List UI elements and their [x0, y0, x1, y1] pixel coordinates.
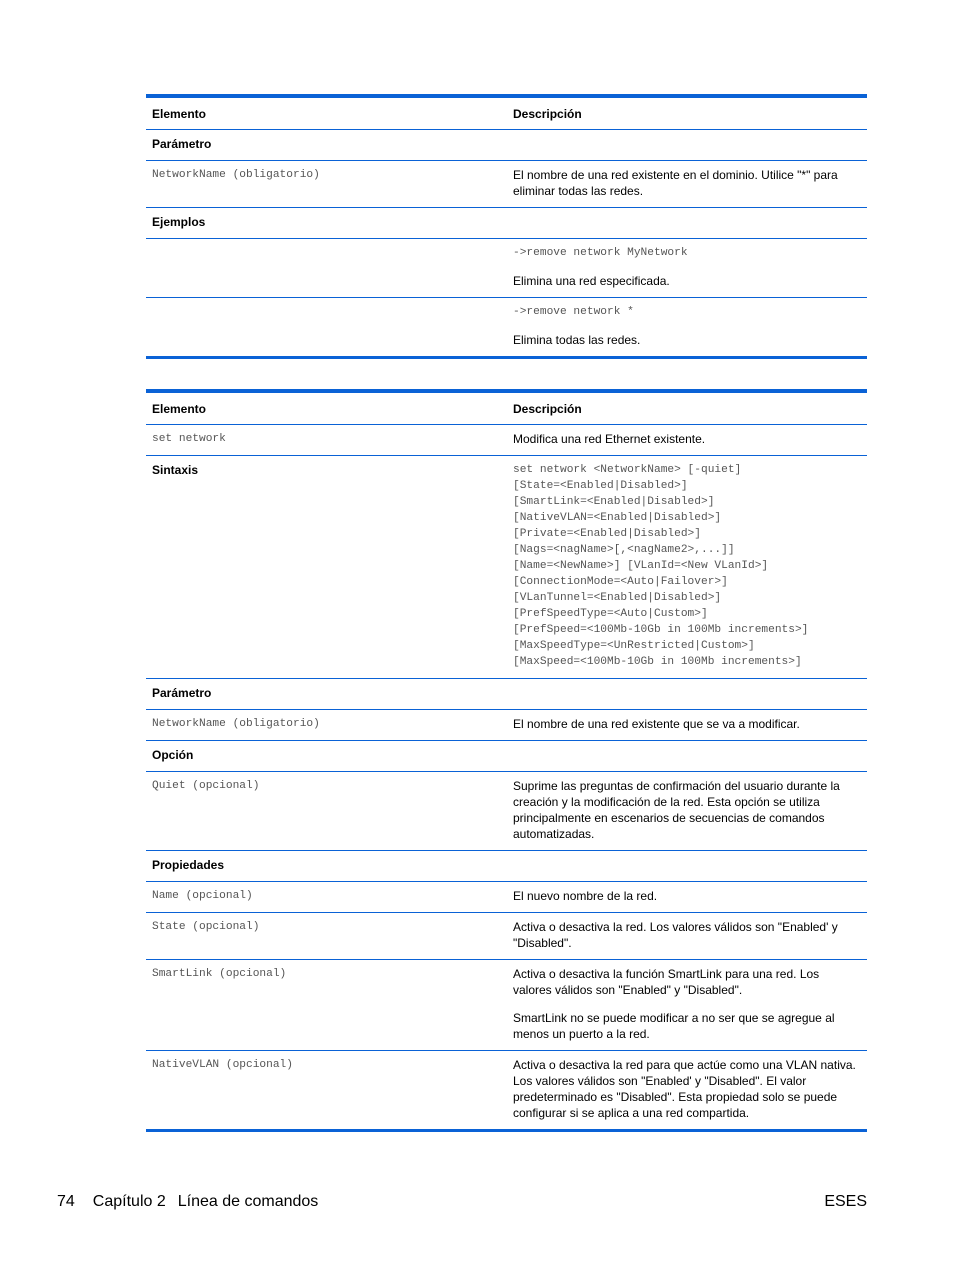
syntax-line: [MaxSpeedType=<UnRestricted|Custom>] — [513, 640, 755, 652]
table-header-row — [146, 96, 867, 130]
example-cell — [507, 298, 867, 358]
page-footer-left — [57, 1192, 318, 1212]
page-number: 74 — [57, 1193, 75, 1210]
syntax-line: set network <NetworkName> [-quiet] — [513, 464, 742, 476]
example-description: Elimina una red especificada. — [513, 274, 670, 288]
section-parameter: Parámetro — [146, 679, 507, 710]
chapter-label: Capítulo 2 — [92, 1193, 166, 1210]
syntax-line: [SmartLink=<Enabled|Disabled>] — [513, 496, 715, 508]
property-name: State (opcional) — [146, 913, 507, 960]
table-row — [146, 1051, 867, 1131]
property-description: Activa o desactiva la red para que actúe como una VLAN nativa. Los valores válidos son "Enabled' y "Disabled". El valor predeterminado es "Disabled". Esta propiedad solo se puede configurar si se aplica a una red compartida. — [507, 1051, 867, 1131]
property-description: Activa o desactiva la función SmartLink para una red. Los valores válidos son "Enabled" y "Disabled". — [513, 967, 820, 997]
chapter-title: Línea de comandos — [177, 1193, 319, 1210]
syntax-line: [Private=<Enabled|Disabled>] — [513, 528, 701, 540]
table-row — [146, 425, 867, 456]
header-description: Descripción — [507, 96, 867, 130]
syntax-line: [PrefSpeed=<100Mb-10Gb in 100Mb increments>] — [513, 624, 809, 636]
section-option: Opción — [146, 741, 507, 772]
property-name: SmartLink (opcional) — [146, 960, 507, 1051]
command-description: Modifica una red Ethernet existente. — [507, 425, 867, 456]
property-description: El nuevo nombre de la red. — [507, 882, 867, 913]
example-command: ->remove network * — [513, 306, 634, 318]
header-description: Descripción — [507, 391, 867, 425]
syntax-line: [VLanTunnel=<Enabled|Disabled>] — [513, 592, 722, 604]
table-header-row — [146, 391, 867, 425]
example-command: ->remove network MyNetwork — [513, 247, 688, 259]
set-network-table — [146, 389, 867, 1132]
table-row — [146, 710, 867, 741]
table-row — [146, 679, 867, 710]
table-row — [146, 741, 867, 772]
param-name: NetworkName (obligatorio) — [146, 161, 507, 208]
param-name: NetworkName (obligatorio) — [146, 710, 507, 741]
syntax-line: [NativeVLAN=<Enabled|Disabled>] — [513, 512, 722, 524]
table-row — [146, 772, 867, 851]
remove-network-table — [146, 94, 867, 359]
param-description: El nombre de una red existente que se va a modificar. — [507, 710, 867, 741]
syntax-line: [ConnectionMode=<Auto|Failover>] — [513, 576, 728, 588]
syntax-line: [Name=<NewName>] [VLanId=<New VLanId>] — [513, 560, 769, 572]
example-description: Elimina todas las redes. — [513, 333, 641, 347]
header-element: Elemento — [146, 391, 507, 425]
property-name: NativeVLAN (opcional) — [146, 1051, 507, 1131]
table-row — [146, 161, 867, 208]
section-examples: Ejemplos — [146, 208, 507, 239]
option-name: Quiet (opcional) — [146, 772, 507, 851]
table-row — [146, 851, 867, 882]
property-name: Name (opcional) — [146, 882, 507, 913]
option-description: Suprime las preguntas de confirmación del usuario durante la creación y la modificación de la red. Esta opción se utiliza principalmente en escenarios de secuencias de comandos automatizadas. — [507, 772, 867, 851]
property-description-cell — [507, 960, 867, 1051]
property-note: SmartLink no se puede modificar a no ser que se agregue al menos un puerto a la red. — [513, 1011, 835, 1041]
table-row — [146, 239, 867, 298]
param-description: El nombre de una red existente en el dominio. Utilice "*" para eliminar todas las redes. — [507, 161, 867, 208]
syntax-line: [MaxSpeed=<100Mb-10Gb in 100Mb increments>] — [513, 656, 802, 668]
syntax-line: [State=<Enabled|Disabled>] — [513, 480, 688, 492]
table-row — [146, 208, 867, 239]
table-row — [146, 130, 867, 161]
property-description: Activa o desactiva la red. Los valores válidos son "Enabled' y "Disabled". — [507, 913, 867, 960]
table-row — [146, 913, 867, 960]
page-footer-locale: ESES — [824, 1193, 867, 1210]
command-name: set network — [146, 425, 507, 456]
table-row — [146, 298, 867, 358]
table-row — [146, 882, 867, 913]
syntax-line: [PrefSpeedType=<Auto|Custom>] — [513, 608, 708, 620]
table-row — [146, 960, 867, 1051]
table-row — [146, 456, 867, 679]
example-cell — [507, 239, 867, 298]
syntax-block — [507, 456, 867, 679]
syntax-line: [Nags=<nagName>[,<nagName2>,...]] — [513, 544, 735, 556]
section-syntax: Sintaxis — [146, 456, 507, 679]
section-properties: Propiedades — [146, 851, 507, 882]
section-parameter: Parámetro — [146, 130, 507, 161]
header-element: Elemento — [146, 96, 507, 130]
